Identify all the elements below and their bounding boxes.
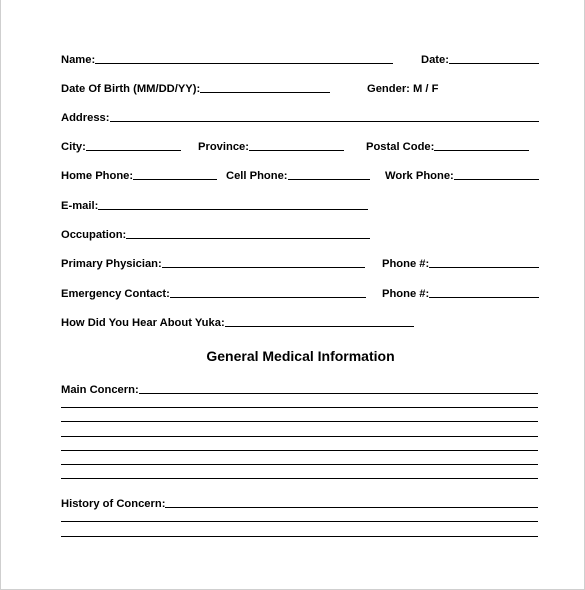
home-phone-field[interactable] [133, 179, 217, 180]
main-concern-row [61, 382, 538, 396]
name-label: Name: [61, 54, 96, 66]
date-label: Date: [421, 54, 449, 66]
cell-phone-row [226, 168, 370, 182]
cell-phone-label: Cell Phone: [226, 170, 288, 182]
occupation-label: Occupation: [61, 229, 127, 241]
main-concern-line[interactable] [61, 407, 538, 408]
address-row [61, 110, 539, 124]
home-phone-row [61, 168, 217, 182]
email-field[interactable] [98, 209, 368, 210]
name-row [61, 52, 393, 66]
main-concern-label: Main Concern: [61, 384, 139, 396]
main-concern-line[interactable] [61, 450, 538, 451]
history-line[interactable] [61, 521, 538, 522]
city-field[interactable] [86, 150, 181, 151]
postal-label: Postal Code: [366, 141, 435, 153]
history-label: History of Concern: [61, 498, 166, 510]
work-phone-field[interactable] [454, 179, 539, 180]
name-field[interactable] [95, 63, 393, 64]
postal-row [366, 139, 529, 153]
dob-label: Date Of Birth (MM/DD/YY): [61, 83, 201, 95]
occupation-field[interactable] [126, 238, 370, 239]
physician-field[interactable] [162, 267, 365, 268]
emergency-label: Emergency Contact: [61, 288, 170, 300]
emergency-phone-label: Phone #: [382, 288, 430, 300]
work-phone-label: Work Phone: [385, 170, 454, 182]
postal-field[interactable] [434, 150, 529, 151]
history-row [61, 496, 538, 510]
cell-phone-field[interactable] [288, 179, 370, 180]
province-row [198, 139, 344, 153]
physician-phone-row [382, 256, 539, 270]
main-concern-field[interactable] [139, 393, 538, 394]
hear-about-field[interactable] [225, 326, 414, 327]
section-title: General Medical Information [206, 348, 395, 364]
gender-label[interactable]: Gender: M / F [367, 83, 439, 95]
main-concern-line[interactable] [61, 436, 538, 437]
emergency-row [61, 286, 366, 300]
physician-row [61, 256, 365, 270]
email-label: E-mail: [61, 200, 99, 212]
main-concern-line[interactable] [61, 478, 538, 479]
emergency-phone-row [382, 286, 539, 300]
history-field[interactable] [165, 507, 538, 508]
physician-phone-field[interactable] [429, 267, 539, 268]
emergency-phone-field[interactable] [429, 297, 539, 298]
province-label: Province: [198, 141, 249, 153]
history-line[interactable] [61, 536, 538, 537]
home-phone-label: Home Phone: [61, 170, 134, 182]
emergency-field[interactable] [170, 297, 366, 298]
main-concern-line[interactable] [61, 464, 538, 465]
province-field[interactable] [249, 150, 344, 151]
city-row [61, 139, 181, 153]
gender-row [367, 81, 438, 95]
address-field[interactable] [110, 121, 540, 122]
date-row [421, 52, 539, 66]
hear-about-label: How Did You Hear About Yuka: [61, 317, 225, 329]
physician-phone-label: Phone #: [382, 258, 430, 270]
email-row [61, 198, 368, 212]
physician-label: Primary Physician: [61, 258, 162, 270]
city-label: City: [61, 141, 86, 153]
address-label: Address: [61, 112, 110, 124]
work-phone-row [385, 168, 539, 182]
hear-about-row [61, 315, 414, 329]
dob-row [61, 81, 330, 95]
date-field[interactable] [449, 63, 539, 64]
occupation-row [61, 227, 370, 241]
dob-field[interactable] [200, 92, 330, 93]
main-concern-line[interactable] [61, 421, 538, 422]
